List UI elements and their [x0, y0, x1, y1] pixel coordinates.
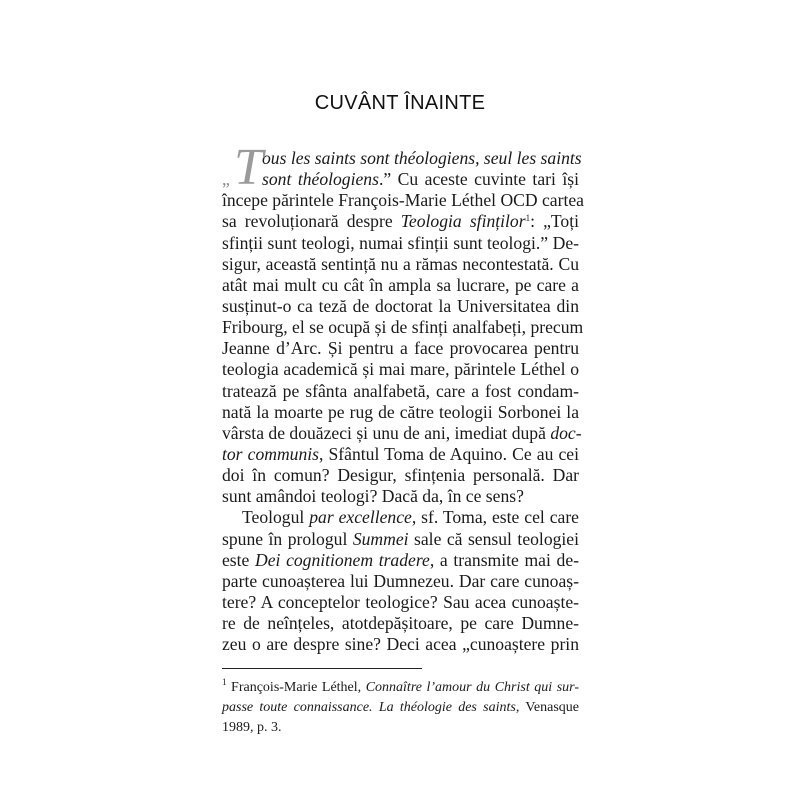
text-segment: sigur, această sentință nu a rămas necontestată. Cu [222, 253, 579, 274]
italic-text: Connaître l’amour du Christ qui sur- [365, 680, 579, 695]
text-segment: vârsta de douăzeci și unu de ani, imediat după [222, 422, 551, 443]
italic-text: tor communis [222, 443, 319, 464]
footnote-divider [222, 668, 422, 669]
text-line [222, 359, 579, 380]
italic-text: Dei cognitionem tradere [255, 549, 430, 570]
footnote-line [222, 698, 579, 718]
italic-text: doc- [550, 422, 582, 443]
text-segment: teologia academică și mai mare, părintele Léthel o [222, 359, 579, 380]
text-segment: începe părintele François-Marie Léthel OCD cartea [222, 190, 584, 211]
text-segment: , Venasque [515, 700, 579, 715]
text-line [222, 317, 584, 338]
footnotes [222, 678, 579, 738]
text-line [222, 422, 582, 444]
text-line [222, 233, 579, 254]
text-segment: spune în prologul [222, 528, 353, 549]
text-segment: doi în comun? Desigur, sfințenia personală. Dar [222, 465, 579, 486]
chapter-title: CUVÂNT ÎNAINTE [314, 92, 486, 114]
text-line [222, 486, 579, 507]
text-line [222, 254, 579, 275]
text-segment: susținut-o ca teză de doctorat la Universitatea din [222, 295, 579, 316]
main-text [222, 139, 584, 655]
text-segment: : „Toți [530, 211, 579, 232]
text-segment: , Sfântul Toma de Aquino. Ce au cei [319, 443, 579, 464]
text-line [222, 592, 579, 613]
drop-cap: T [234, 139, 263, 196]
text-segment: sunt amândoi teologi? Dacă da, în ce sens? [222, 486, 524, 507]
text-segment: este [222, 549, 256, 570]
italic-text: ous les saints sont théologiens, seul les saints [262, 148, 582, 168]
italic-text: Summei [352, 528, 409, 549]
text-segment: sale că sensul teologiei [408, 528, 579, 549]
text-line [222, 296, 579, 317]
text-segment: re de neînțeles, atotdepășitoare, pe care Dumne- [222, 613, 579, 634]
text-line [222, 402, 579, 423]
italic-text: par excellence [309, 507, 412, 528]
text-segment: sfinții sunt teologi, numai sfinții sunt teologi.” De- [222, 232, 579, 253]
text-line [222, 275, 579, 296]
text-line [222, 444, 579, 465]
footnote-line [222, 678, 579, 698]
footnote-ref: 1 [222, 677, 227, 687]
text-segment: Fribourg, el se ocupă și de sfinți analfabeți, precum [222, 317, 584, 338]
text-line [222, 381, 579, 402]
text-line [222, 529, 579, 550]
text-line [222, 550, 579, 571]
text-segment: Teologul [242, 507, 310, 528]
text-segment: Jeanne d’Arc. Și pentru a face provocarea pentru [222, 338, 579, 359]
text-segment: , sf. Toma, este cel care [411, 507, 579, 528]
text-line [222, 465, 579, 486]
text-segment: , a transmite mai de- [429, 549, 579, 570]
footnote-ref: 1 [525, 213, 531, 224]
italic-text: Teologia sfinților [400, 211, 526, 232]
text-line [222, 211, 579, 232]
text-line [222, 634, 579, 655]
italic-text: sont théologiens [262, 169, 379, 190]
text-line [222, 190, 584, 211]
opening-quote: „ [222, 169, 230, 189]
text-segment: parte cunoașterea lui Dumnezeu. Dar care cunoaș- [222, 570, 579, 591]
text-line [222, 571, 579, 592]
italic-text: passe toute connaissance. La théologie des saints [222, 700, 516, 715]
footnote-line [222, 718, 579, 738]
text-segment: François-Marie Léthel, [226, 680, 366, 695]
text-segment: .” Cu aceste cuvinte tari își [378, 169, 580, 190]
text-segment: sa revoluționară despre [222, 211, 401, 232]
text-segment: zeu o are despre sine? Deci acea „cunoaștere prin [222, 634, 579, 655]
text-segment: atât mai mult cu cât în ampla sa lucrare, pe care a [222, 274, 579, 295]
text-segment: 1989, p. 3. [222, 720, 282, 735]
text-line [222, 507, 579, 528]
text-line [222, 613, 579, 634]
text-segment: tratează pe sfânta analfabetă, care a fost condam- [222, 380, 579, 401]
text-line [222, 338, 579, 359]
text-segment: nată la moarte pe rug de către teologii Sorbonei la [222, 401, 579, 422]
text-line [222, 169, 579, 190]
text-line [222, 148, 582, 169]
text-segment: tere? A conceptelor teologice? Sau acea cunoaște- [222, 591, 579, 612]
